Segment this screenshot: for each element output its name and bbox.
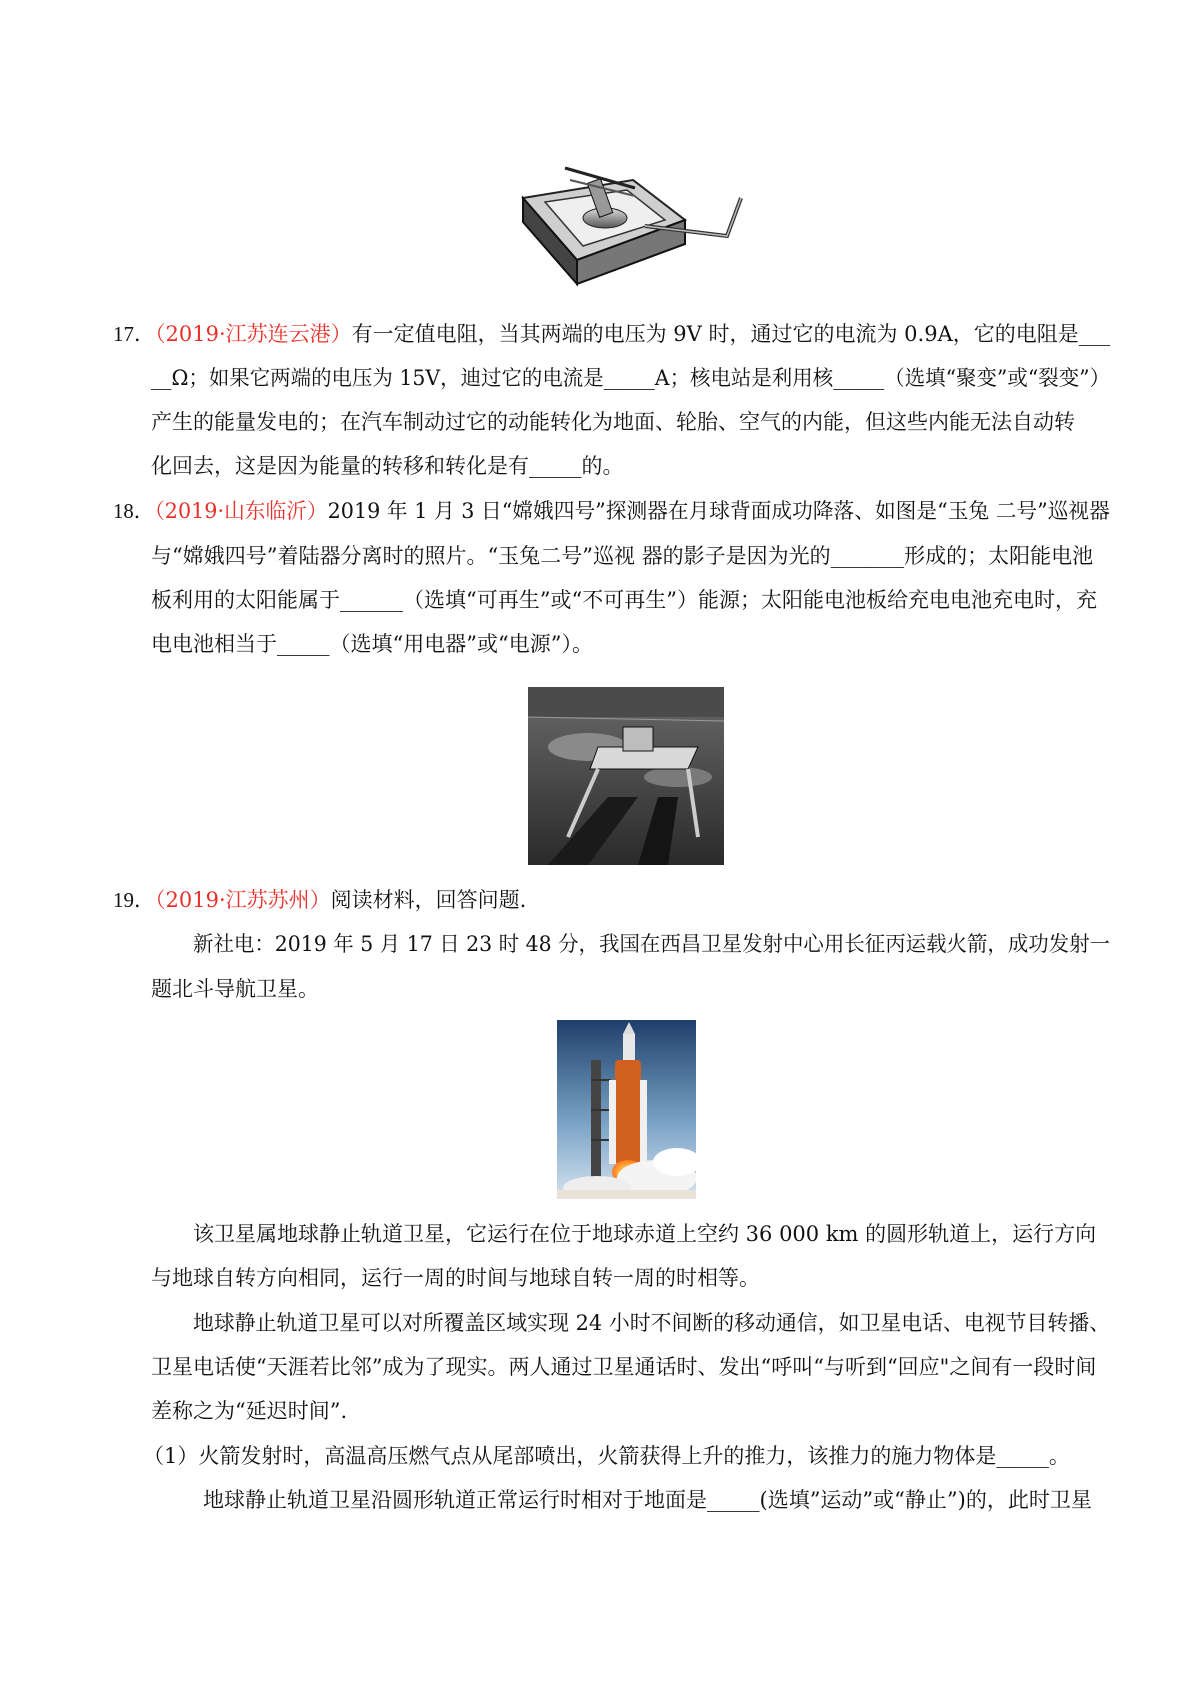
question-number: 19． <box>113 888 155 912</box>
q19-para3-line3: 差称之为“延迟时间”. <box>151 1399 348 1423</box>
question-text: 2019 年 1 月 3 日“嫦娥四号”探测器在月球背面成功降落、如图是“玉兔 二号”巡视器 <box>327 499 1110 523</box>
q17-line-2: __Ω；如果它两端的电压为 15V，迪过它的电流是_____A；核电站是利用核_____（选填“聚变”或“裂变”） <box>151 366 1111 390</box>
lunar-rover-photo <box>528 687 724 865</box>
q18-line-4: 电电池相当于_____（选填“用电器”或“电源”）。 <box>151 632 593 656</box>
q19-para2-line2: 与地球自转方向相同，运行一周的时间与地球自转一周的时相等。 <box>151 1266 760 1290</box>
q18-line-2: 与“嫦娥四号”着陆器分离时的照片。“玉兔二号”巡视 器的影子是因为光的_______形成的；太阳能电池 <box>151 544 1094 568</box>
switch-illustration <box>515 160 745 290</box>
q19-para1-line1: 新社电：2019 年 5 月 17 日 23 时 48 分，我国在西昌卫星发射中心用长征丙运载火箭，成功发射一 <box>193 932 1111 956</box>
q19-para3-line1: 地球静止轨道卫星可以对所覆盖区域实现 24 小时不间断的移动通信，如卫星电话、电视节目转播、 <box>193 1311 1111 1335</box>
question-source: （2019·山东临沂） <box>154 499 328 523</box>
rocket-launch-photo <box>557 1020 696 1199</box>
q19-para2-line1: 该卫星属地球静止轨道卫星，它运行在位于地球赤道上空约 36 000 km 的圆形轨道上，运行方向 <box>193 1222 1097 1246</box>
question-text: 阅读材料，回答问题. <box>330 888 527 912</box>
q19-sub-question-1: （1）火箭发射时，高温高压燃气点从尾部喷出，火箭获得上升的推力，该推力的施力物体是_____。 <box>143 1444 1070 1468</box>
q18-line-3: 板利用的太阳能属于______（选填“可再生”或“不可再生”）能源；太阳能电池板给充电电池充电时，充 <box>151 588 1097 612</box>
question-number: 18． <box>113 499 155 523</box>
q19-line-1 <box>113 885 526 915</box>
q17-line-1 <box>113 319 1110 349</box>
q17-line-3: 产生的能量发电的；在汽车制动过它的动能转化为地面、轮胎、空气的内能，但这些内能无法自动转 <box>151 410 1075 434</box>
question-source: （2019·江苏连云港） <box>155 322 352 346</box>
q18-line-1 <box>113 496 1110 526</box>
q19-para1-line2: 题北斗导航卫星。 <box>151 977 319 1001</box>
question-number: 17． <box>113 322 155 346</box>
q17-line-4: 化回去，这是因为能量的转移和转化是有_____的。 <box>151 454 624 478</box>
question-source: （2019·江苏苏州） <box>155 888 331 912</box>
q19-para3-line2: 卫星电话使“天涯若比邻”成为了现实。两人通过卫星通话时、发出“呼叫“与听到“回应"之间有一段时间 <box>151 1355 1097 1379</box>
question-text: 有一定值电阻，当其两端的电压为 9V 时，通过它的电流为 0.9A，它的电阻是___ <box>351 322 1111 346</box>
q19-sub-question-2: 地球静止轨道卫星沿圆形轨道正常运行时相对于地面是_____(选填”运动”或“静止”)的，此时卫星 <box>203 1488 1092 1512</box>
